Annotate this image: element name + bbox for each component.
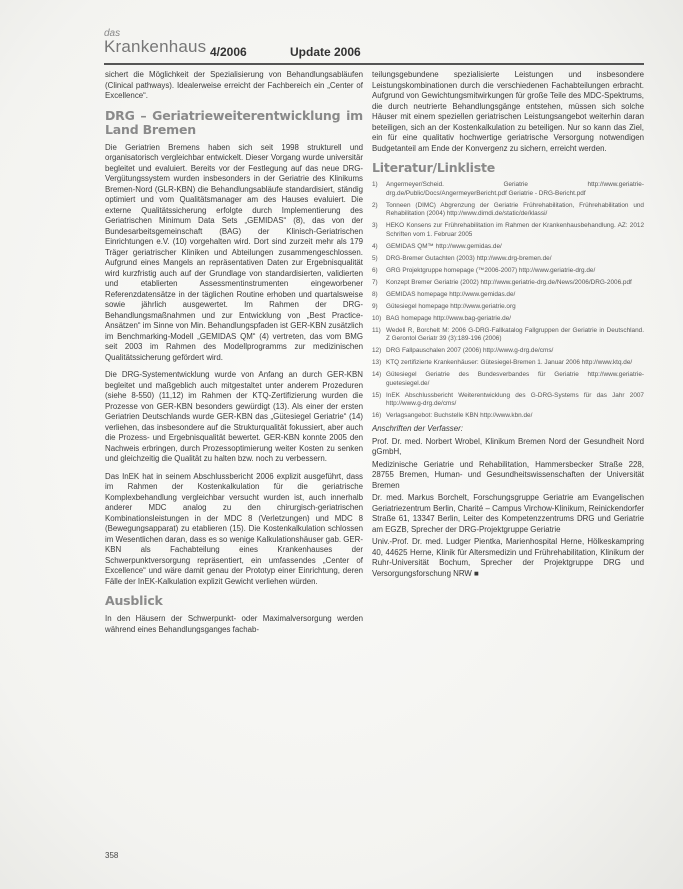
- reference-text: Gütesiegel Geriatrie des Bundesverbandes für Geriatrie http://www.geriatrie-guetesiegel.de/: [386, 371, 644, 387]
- reference-number: 15): [372, 391, 382, 399]
- section-heading-ausblick: Ausblick: [105, 593, 163, 608]
- reference-number: 4): [372, 242, 378, 250]
- reference-text: Angermeyer/Scheid. Geriatrie http://www.geriatrie-drg.de/Public/Docs/AngermeyerBericht.pdf Geriatrie - DRG-Bericht.pdf: [386, 181, 644, 197]
- reference-number: 10): [372, 314, 382, 322]
- reference-text: Verlagsangebot: Buchstelle KBN http://www.kbn.de/: [386, 412, 533, 419]
- reference-number: 5): [372, 254, 378, 262]
- reference-number: 14): [372, 371, 382, 378]
- magazine-logo: Krankenhaus: [104, 37, 207, 56]
- reference-text: DRG-Bremer Gutachten (2003) http://www.drg-bremen.de/: [386, 254, 552, 262]
- paragraph: In den Häusern der Schwerpunkt- oder Maximalversorgung werden während eines Behandlungsganges fachab-: [105, 614, 363, 634]
- authors-heading: Anschriften der Verfasser:: [372, 424, 463, 433]
- reference-text: Konzept Bremer Geriatrie (2002) http://www.geriatrie-drg.de/News/2006/DRG-2006.pdf: [386, 278, 632, 286]
- author-entry: Univ.-Prof. Dr. med. Ludger Pientka, Marienhospital Herne, Hölkeskampring 40, 44625 Herne, Klinik für Altersmedizin und Frührehabilitation, Klinikum der Ruhr-Universität Bochum, Sprecher der Projektgruppe DRG und Versorgungsforschung NRW ■: [372, 537, 644, 578]
- reference-item: [372, 255, 644, 264]
- reference-list: [372, 181, 644, 421]
- author-entry: Prof. Dr. med. Norbert Wrobel, Klinikum Bremen Nord der Gesundheit Nord gGmbH,: [372, 436, 644, 456]
- reference-number: 13): [372, 359, 382, 366]
- reference-number: 11): [372, 326, 381, 334]
- reference-text: GEMIDAS homepage http://www.gemidas.de/: [386, 290, 516, 298]
- reference-number: 8): [372, 290, 378, 298]
- paragraph: teilungsgebundene spezialisierte Leistungen und insbesondere Leistungskombinationen durch die verschiedenen Fachabteilungen erbracht. Aufgrund von Gewichtungsmitwirkungen für große Teile des MDC-Spektrums, die durch neutrierte Behandlungsgänge entstehen, müssen sich solche Häuser mit einem speziellen geriatrischen Leistungsangebot weiterhin daran beteiligen, sich an der Kostenkalkulation zu beteiligen. Nur so kann das Ziel, ein für eine qualitativ hochwertige geriatrische Versorgung notwendigen Budgetanteil am Ende der Konvergenz zu sichern, erreicht werden.: [372, 70, 644, 153]
- reference-item: [372, 371, 644, 388]
- author-entry: Dr. med. Markus Borchelt, Forschungsgruppe Geriatrie am Evangelischen Geriatriezentrum Berlin, Charité – Campus Virchow-Klinikum, Reinickendorfer Straße 61, 13347 Berlin, Leiter des Kompetenzzentrums DRG und Geriatrie am EGZB, Sprecher der DRG-Projektgruppe Geriatrie: [372, 493, 644, 534]
- right-column: [372, 70, 644, 581]
- reference-number: 16): [372, 412, 382, 419]
- reference-item: [372, 327, 644, 344]
- page-number: 358: [105, 851, 119, 860]
- left-column: [105, 70, 363, 642]
- reference-item: [372, 412, 644, 421]
- reference-text: GRG Projektgruppe homepage (™2006-2007) http://www.geriatrie-drg.de/: [386, 266, 596, 274]
- reference-text: HEKO Konsens zur Frührehabilitation im Rahmen der Krankenhausbehandlung. AZ: 2012 Schriften vom 1. Februar 2005: [386, 222, 644, 238]
- update-label: Update 2006: [290, 45, 361, 59]
- reference-text: BAG homepage http://www.bag-geriatrie.de/: [386, 314, 512, 322]
- header: [104, 28, 644, 64]
- author-entry: Medizinische Geriatrie und Rehabilitation, Hammersbecker Straße 228, 28755 Bremen, Human- und Gesundheitswissenschaften der Universität Bremen: [372, 459, 644, 490]
- paragraph: Das InEK hat in seinem Abschlussbericht 2006 explizit ausgeführt, dass im Rahmen der Kostenkalkulation für die geriatrische Komplexbehandlung vergleichbar versucht wurden ist, auch innerhalb anderer MDC analog zu den chirurgisch-geriatrischen Kombinationsleistungen in der MDC 8 (Verletzungen) und MDC 8 (Bewegungsapparat) zu etablieren (15). Die Kostenkalkulation schlossen im Wesentlichen daran, dass es so wenige Kalkulationshäuser gab. GER-KBN als Fachabteilung eines Krankenhauses der Schwerpunktversorgung repräsentiert, ein umfassendes „Center of Excellence“ und wäre damit genau der Prototyp einer Einrichtung, deren Fälle der InEK-Kalkulation explizit Gewicht verliehen würden.: [105, 471, 363, 586]
- reference-number: 7): [372, 278, 378, 286]
- reference-number: 6): [372, 266, 378, 274]
- section-heading-literatur: Literatur/Linkliste: [372, 160, 496, 175]
- section-heading-drg: DRG – Geriatrieweiterentwicklung im Land Bremen: [105, 107, 363, 137]
- reference-item: [372, 359, 644, 368]
- intro-paragraph: sichert die Möglichkeit der Spezialisierung von Behandlungsabläufen (Clinical pathways). Idealerweise erreicht der Fachbereich ein „Center of Excellence“.: [105, 70, 363, 100]
- reference-item: [372, 392, 644, 409]
- reference-text: InEK Abschlussbericht Weiterentwicklung des G-DRG-Systems für das Jahr 2007 http://www.g-drg.de/cms/: [386, 391, 644, 407]
- reference-number: 2): [372, 201, 378, 209]
- paragraph: Die Geriatrien Bremens haben sich seit 1998 strukturell und organisatorisch vergleichbar entwickelt. Dieser Vorgang wurde universitär begleitet und evaluiert. Bereits vor der Festlegung auf das neue DRG-Vergütungssystem wurden insbesonders in der Geriatrie des Klinikums Bremen-Nord (GLR-KBN) die Behandlungsabläufe standardisiert, ständig optimiert und vom Qualitätsmanager am des Hauses evaluiert. Die externe Qualitätssicherung erfolgte durch Implementierung des Geriatrischen Minimum Data Sets „GEMIDAS“ (8), das von der Bundesarbeitsgemeinschaft (BAG) der Klinisch-Geriatrischen Einrichtungen e.V. (10) vorgehalten wird. Dort sind zurzeit mehr als 179 Träger geriatrischer Kliniken und Abteilungen zusammengeschlossen. Aufgrund eines Mangels an repräsentativen Daten zur Ergebnisqualität wird kurzfristig auch auf der Grundlage von standardisierten, validierten und etablierten Assessmentinstrumenten eingeworbener Referenzdatensätze in der täglichen Routine erhoben und quartalsweise sowie jährlich ausgewertet. Im Rahmen der DRG-Behandlungsmaßnahmen und zur Entwicklung von „Best Practice-Ansätzen“ im Sinne von Min. Behandlungspfaden ist GER-KBN zusätzlich im Benchmarking-Modell „GEMIDAS QM“ (4) vertreten, das vom BMG seit 2003 im Rahmen des Modellprogramms zur medizinischen Qualitätssicherung gefördert wird.: [105, 142, 363, 362]
- reference-item: [372, 303, 644, 312]
- reference-item: [372, 279, 644, 288]
- reference-item: [372, 202, 644, 219]
- reference-number: 1): [372, 181, 378, 188]
- reference-text: Tonneen (DIMC) Abgrenzung der Geriatrie Frührehabilitation, Frührehabilitation und Rehabilitation (2004) http://www.dimdi.de/static/de/klassi/: [386, 201, 644, 217]
- reference-item: [372, 181, 644, 198]
- reference-number: 12): [372, 347, 382, 354]
- logo-prefix: das: [104, 28, 121, 39]
- reference-text: DRG Fallpauschalen 2007 (2006) http://www.g-drg.de/cms/: [386, 347, 554, 354]
- reference-item: [372, 291, 644, 300]
- reference-item: [372, 315, 644, 324]
- reference-item: [372, 222, 644, 239]
- reference-number: 9): [372, 302, 378, 310]
- issue-number: 4/2006: [210, 45, 247, 59]
- reference-item: [372, 267, 644, 276]
- reference-text: Wedell R, Borchelt M: 2006 G-DRG-Fallkatalog Fallgruppen der Geriatrie in Deutschland. Z Gerontol Geriatr 39 (3):189-196 (2006): [386, 326, 644, 342]
- authors-block: [372, 424, 644, 579]
- header-rule: [104, 63, 644, 65]
- reference-item: [372, 243, 644, 252]
- reference-text: GEMIDAS QM™ http://www.gemidas.de/: [386, 242, 502, 250]
- reference-text: Gütesiegel homepage http://www.geriatrie.org: [386, 302, 516, 310]
- reference-item: [372, 347, 644, 356]
- reference-text: KTQ zertifizierte Krankenhäuser: Gütesiegel-Bremen 1. Januar 2006 http://www.ktq.de/: [386, 359, 633, 366]
- paragraph: Die DRG-Systementwicklung wurde von Anfang an durch GER-KBN begleitet und maßgeblich auch mitgestaltet unter anderem Prozeduren (siehe 8-550) (11,12) im Rahmen der KTQ-Zertifizierung wurden die Prozesse von GER-KBN besonders gewürdigt (13). Als einer der ersten Geriatrien Deutschlands wurde GER-KBN das „Gütesiegel Geriatrie“ (14) verliehen, das insbesondere auf die Strukturqualität fokussiert, aber auch die Prozess- und Ergebnisqualität bewertet. GER-KBN konnte 2005 den Nachweis erbringen, durch Prozessoptimierung weiter Kosten zu senken und gleichzeitig die Qualität zu halten bzw. noch zu verbessern.: [105, 370, 363, 463]
- reference-number: 3): [372, 222, 378, 229]
